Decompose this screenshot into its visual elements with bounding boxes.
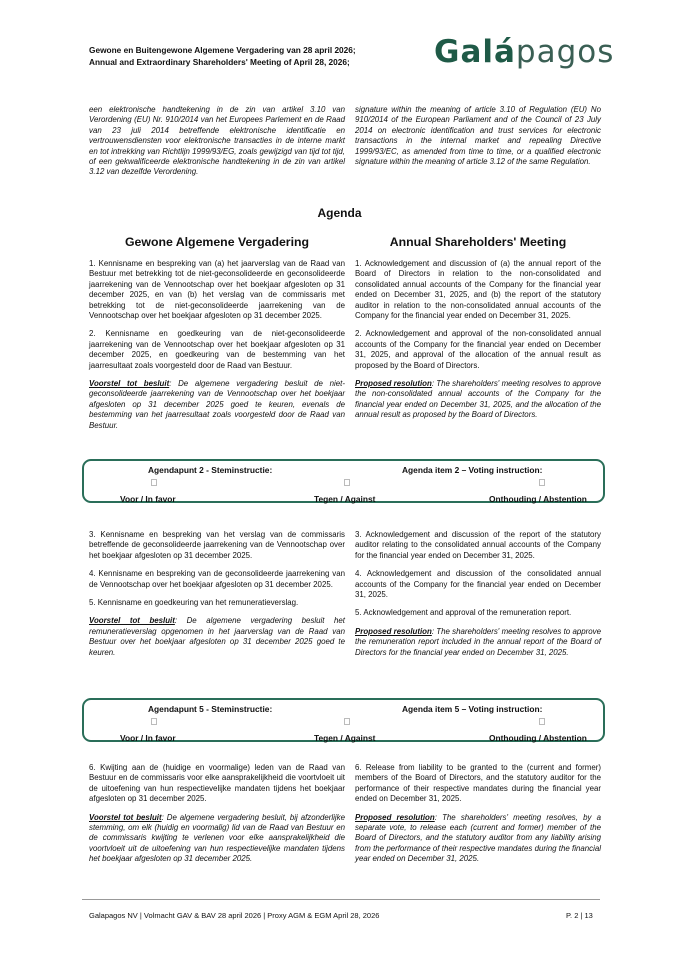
vote-against-checkbox[interactable] — [344, 718, 350, 725]
footer-divider — [82, 899, 600, 900]
resolution-label: Voorstel tot besluit — [89, 379, 170, 389]
intro-nl: een elektronische handtekening in de zin van artikel 3.10 van Verordening (EU) Nr. 910/2014 van het Europees Parlement en de Raad van 23 juli 2014 betreffende elektronische identificatie en vertrouwensdiensten voor elektronische transacties in de interne markt en tot intrekking van Richtlijn 1999/93/EG, zoals gewijzigd van tijd tot tijd, of een gekwalificeerde elektronische handtekening in de zin van artikel 3.12 van dezelfde Verordening. — [89, 105, 345, 177]
header-title-nl: Gewone en Buitengewone Algemene Vergadering van 28 april 2026; — [89, 45, 356, 55]
agenda-item-4-en: 4. Acknowledgement and discussion of the consolidated annual accounts of the Company for the financial year ended on December 31, 2025. — [355, 569, 601, 600]
section2-en — [355, 530, 601, 666]
vote-label-nl: Agendapunt 5 - Steminstructie: — [148, 704, 273, 714]
heading-nl: Gewone Algemene Vergadering — [124, 235, 310, 249]
vote-abstain-label: Onthouding / Abstention — [489, 733, 587, 743]
vote-against-label: Tegen / Against — [314, 733, 376, 743]
voting-box-item-5 — [82, 698, 605, 742]
vote-abstain-checkbox[interactable] — [539, 479, 545, 486]
galapagos-logo: Galápagos — [434, 34, 615, 70]
resolution-label: Voorstel tot besluit — [89, 812, 162, 822]
agenda-item-3-nl: 3. Kennisname en bespreking van het verslag van de commissaris betreffende de geconsolideerde jaarrekening van de Vennootschap over het boekjaar afgesloten op 31 december 2025. — [89, 530, 345, 560]
resolution-2-en: Proposed resolution: The shareholders' meeting resolves to approve the non-consolidated annual accounts of the Company for the financial year ended on December 31, 2025, and the allocation of the annual result as proposed by the Board of Directors. — [355, 379, 601, 420]
agenda-item-2-en: 2. Acknowledgement and approval of the non-consolidated annual accounts of the Company for the financial year ended on December 31, 2025, and approval of the allocation of the annual result as proposed by the Board of Directors. — [355, 329, 601, 370]
header-title-en: Annual and Extraordinary Shareholders' Meeting of April 28, 2026; — [89, 57, 350, 67]
vote-abstain-label: Onthouding / Abstention — [489, 494, 587, 504]
heading-en: Annual Shareholders' Meeting — [389, 235, 567, 249]
section1-nl — [89, 259, 345, 439]
agenda-item-5-nl: 5. Kennisname en goedkeuring van het remuneratieverslag. — [89, 598, 299, 608]
intro-en: signature within the meaning of article 3.10 of Regulation (EU) No 910/2014 of the European Parliament and of the Council of 23 July 2014 on electronic identification and trust services for electronic transactions in the internal market and repealing Directive 1999/93/EC, as amended from time to time, or a qualified electronic signature within the meaning of article 3.12 of the same Regulation. — [355, 105, 601, 167]
resolution-6-en: Proposed resolution: The shareholders' meeting resolves, by a separate vote, to release each (current and former) member of the Board of Directors, and the statutory auditor from any liability arising from the performance of their respective mandates during the financial year ended on December 31, 2025. — [355, 812, 601, 864]
agenda-item-3-en: 3. Acknowledgement and discussion of the report of the statutory auditor relating to the consolidated annual accounts of the Company for the financial year ended on December 31, 2025. — [355, 530, 601, 560]
header-title — [89, 44, 389, 68]
page-number: P. 2 | 13 — [566, 911, 593, 920]
section3-nl — [89, 763, 345, 873]
resolution-label: Proposed resolution — [355, 812, 435, 822]
agenda-item-6-en: 6. Release from liability to be granted to the (current and former) members of the Board of Directors, and the statutory auditor for the performance of their respective mandates during the financial year ended on December 31, 2025. — [355, 763, 601, 804]
agenda-item-5-en: 5. Acknowledgement and approval of the remuneration report. — [355, 608, 572, 618]
section3-en — [355, 763, 601, 873]
agenda-item-6-nl: 6. Kwijting aan de (huidige en voormalige) leden van de Raad van Bestuur en de commissaris voor elke aansprakelijkheid die voortvloeit uit de uitoefening van hun respectievelijke mandaten tijdens het boekjaar afgesloten op 31 december 2025. — [89, 763, 345, 804]
resolution-5-nl: Voorstel tot besluit: De algemene vergadering besluit het remuneratieverslag opgenomen in het jaarverslag van de Raad van Bestuur over het boekjaar afgesloten op 31 december 2025 goed te keuren. — [89, 616, 345, 657]
vote-label-nl: Agendapunt 2 - Steminstructie: — [148, 465, 273, 475]
agenda-item-2-nl: 2. Kennisname en goedkeuring van de niet-geconsolideerde jaarrekening van de Vennootschap over het boekjaar afgesloten op 31 december 2025, en goedkeuring van de bestemming van het jaarresultaat zoals voorgesteld door de Raad van Bestuur. — [89, 329, 345, 370]
vote-for-checkbox[interactable] — [151, 479, 157, 486]
agenda-item-1-nl: 1. Kennisname en bespreking van (a) het jaarverslag van de Raad van Bestuur met betrekking tot de niet-geconsolideerde en geconsolideerde jaarrekening van de Vennootschap over het boekjaar afgesloten op 31 december 2025, en van (b) het verslag van de commissaris met betrekking tot de niet-geconsolideerde jaarrekening van de Vennootschap over het boekjaar afgesloten op 31 december 2025. — [89, 259, 345, 321]
resolution-label: Voorstel tot besluit — [89, 616, 175, 626]
agenda-item-1-en: 1. Acknowledgement and discussion of (a) the annual report of the Board of Directors in relation to the non-consolidated and consolidated annual accounts of the Company for the financial year ended on December 31, 2025, and (b) the report of the statutory auditor in relation to the non-consolidated annual accounts of the Company for the financial year ended on December 31, 2025. — [355, 259, 601, 321]
vote-for-checkbox[interactable] — [151, 718, 157, 725]
vote-abstain-checkbox[interactable] — [539, 718, 545, 725]
voting-box-item-2 — [82, 459, 605, 503]
vote-for-label: Voor / In favor — [120, 494, 176, 504]
vote-against-label: Tegen / Against — [314, 494, 376, 504]
vote-label-en: Agenda item 2 – Voting instruction: — [402, 465, 543, 475]
footer-text: Galapagos NV | Volmacht GAV & BAV 28 april 2026 | Proxy AGM & EGM April 28, 2026 — [89, 911, 380, 920]
agenda-title: Agenda — [317, 206, 362, 220]
section2-nl — [89, 530, 345, 666]
vote-against-checkbox[interactable] — [344, 479, 350, 486]
section1-en — [355, 259, 601, 429]
resolution-label: Proposed resolution — [355, 626, 432, 636]
vote-label-en: Agenda item 5 – Voting instruction: — [402, 704, 543, 714]
resolution-label: Proposed resolution — [355, 379, 432, 389]
agenda-item-4-nl: 4. Kennisname en bespreking van de geconsolideerde jaarrekening van de Vennootschap over het boekjaar afgesloten op 31 december 2025. — [89, 569, 345, 589]
vote-for-label: Voor / In favor — [120, 733, 176, 743]
resolution-5-en: Proposed resolution: The shareholders' meeting resolves to approve the remuneration report included in the annual report of the Board of Directors for the financial year ended on December 31, 2025. — [355, 626, 601, 657]
resolution-6-nl: Voorstel tot besluit: De algemene vergadering besluit, bij afzonderlijke stemming, om elk (huidig en voormalig) lid van de Raad van Bestuur en de commissaris kwijting te verlenen voor elke aansprakelijkheid die voortvloeit uit de uitoefening van hun respectievelijke mandaten tijdens het boekjaar afgesloten op 31 december 2025. — [89, 812, 345, 864]
resolution-2-nl: Voorstel tot besluit: De algemene vergadering besluit de niet-geconsolideerde jaarrekening van de Vennootschap over het boekjaar afgesloten op 31 december 2025 goed te keuren, evenals de bestemming van het jaarresultaat zoals voorgesteld door de Raad van Bestuur. — [89, 379, 345, 430]
